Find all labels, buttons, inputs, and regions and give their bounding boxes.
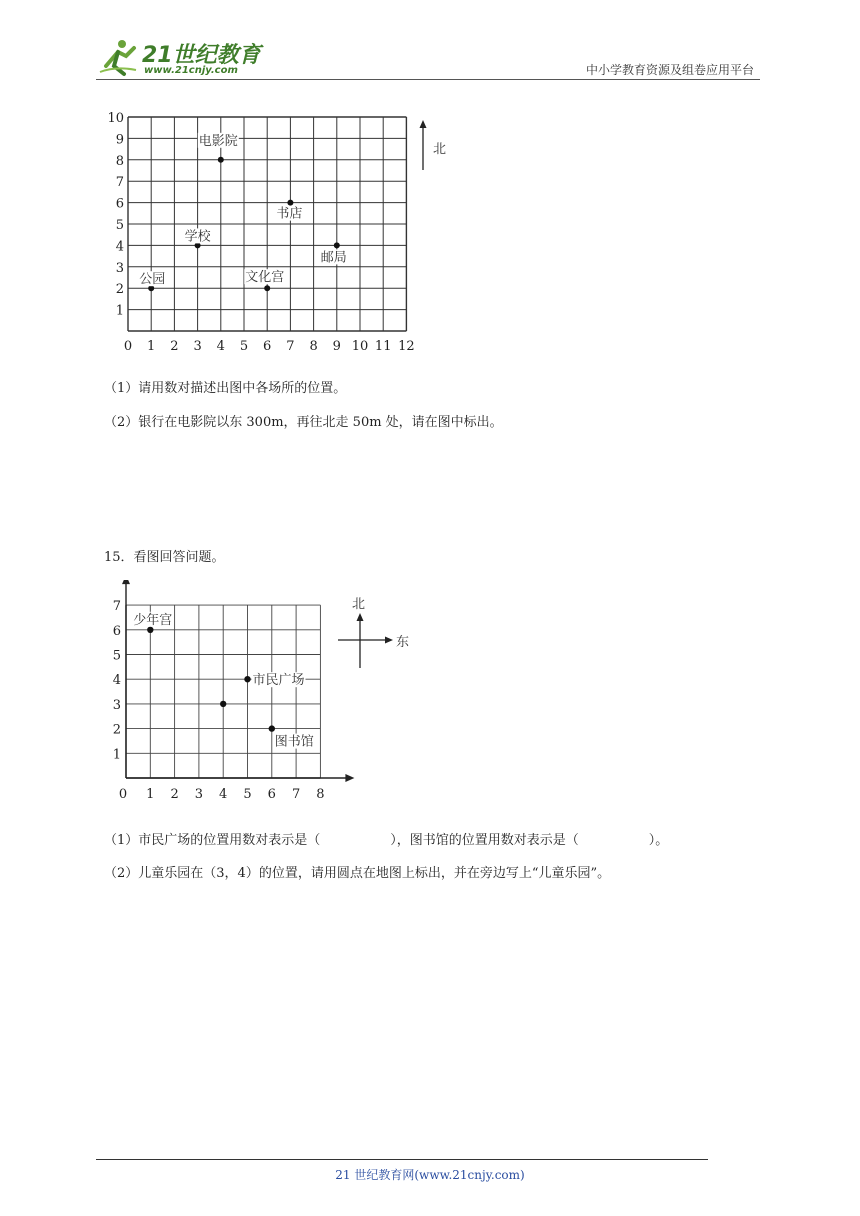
coordinate-grid-2 — [100, 580, 440, 810]
grid-2-x-arrow — [345, 774, 354, 782]
grid-1-y-tick-label: 8 — [115, 153, 124, 169]
grid-1-x-tick-label: 8 — [309, 339, 318, 354]
site-logo — [96, 36, 266, 78]
grid-2-x-tick-label: 3 — [194, 787, 204, 802]
grid-1-point — [264, 285, 270, 291]
grid-1-point — [218, 157, 224, 163]
grid-2-x-tick-label: 1 — [146, 787, 155, 802]
grid-1-point-label: 电影院 — [198, 133, 238, 149]
grid-2-point — [269, 725, 275, 731]
grid-2-x-tick-label: 8 — [316, 787, 325, 802]
grid-2-y-arrow — [122, 580, 130, 584]
grid-1-point-label: 公园 — [139, 272, 166, 288]
grid-2-y-tick-label: 6 — [112, 623, 121, 639]
grid-1-point — [334, 242, 340, 248]
grid-1-points — [138, 133, 348, 291]
footer-divider — [96, 1159, 708, 1160]
grid-2-x-tick-label: 7 — [291, 787, 301, 802]
grid-1-x-tick-label: 0 — [123, 339, 133, 354]
q14-part1: （1）请用数对描述出图中各场所的位置。 — [104, 381, 347, 396]
grid-1-x-tick-label: 12 — [398, 339, 415, 354]
grid-2-point — [220, 701, 226, 707]
north-arrow-1 — [420, 120, 447, 170]
grid-1-y-tick-label: 3 — [115, 260, 124, 276]
q15-part1-b: ），图书馆的位置用数对表示是（ — [390, 833, 579, 848]
grid-2-y-tick-label: 4 — [112, 673, 121, 689]
logo-text: 21世纪教育 — [142, 43, 261, 68]
grid-2-point-label: 市民广场 — [252, 673, 305, 689]
grid-1-point-label: 学校 — [184, 229, 211, 245]
grid-2-y-tick-label: 7 — [112, 599, 121, 615]
grid-1-x-tick-label: 1 — [147, 339, 156, 354]
grid-2-lines — [122, 580, 354, 782]
grid-1-x-tick-label: 5 — [239, 339, 249, 354]
q15-part1-a: （1）市民广场的位置用数对表示是（ — [104, 833, 321, 848]
q15-part1 — [104, 829, 668, 848]
grid-1-y-tick-label: 9 — [115, 132, 124, 148]
compass-icon — [338, 597, 409, 668]
grid-2-x-tick-label: 4 — [219, 787, 228, 802]
grid-1-x-tick-label: 10 — [351, 339, 369, 354]
grid-1-point-label: 书店 — [276, 206, 303, 222]
grid-2-point-label: 图书馆 — [274, 734, 314, 750]
grid-1-y-ticks — [107, 111, 124, 319]
grid-1-y-tick-label: 2 — [115, 282, 124, 298]
grid-2-y-tick-label: 5 — [112, 648, 121, 664]
grid-2-point — [244, 676, 250, 682]
footer-text: 21 世纪教育网(www.21cnjy.com) — [335, 1168, 525, 1182]
grid-1-y-tick-label: 5 — [115, 218, 124, 233]
header-platform-text: 中小学教育资源及组卷应用平台 — [585, 63, 754, 77]
grid-1-x-tick-label: 3 — [193, 339, 202, 354]
grid-1-x-tick-label: 9 — [332, 339, 341, 354]
north-label-2: 北 — [352, 597, 366, 612]
q15-part1-c: ）。 — [648, 833, 669, 848]
q14-part2: （2）银行在电影院以东 300m，再往北走 50m 处，请在图中标出。 — [104, 415, 503, 430]
grid-2-x-tick-label: 5 — [243, 787, 252, 802]
grid-2-x-tick-label: 6 — [267, 787, 276, 802]
grid-2-x-ticks — [119, 787, 325, 802]
grid-1-x-tick-label: 7 — [286, 339, 295, 354]
grid-1-point-label: 文化宫 — [245, 270, 285, 286]
grid-1-y-tick-label: 1 — [115, 303, 124, 319]
grid-2-y-ticks — [113, 599, 121, 762]
grid-1-x-tick-label: 2 — [170, 339, 179, 354]
grid-2-y-tick-label: 1 — [112, 747, 121, 763]
grid-1-y-tick-label: 6 — [115, 196, 124, 212]
east-label: 东 — [396, 635, 410, 650]
grid-2-x-tick-label: 0 — [118, 787, 128, 802]
coordinate-grid-1 — [100, 100, 460, 360]
grid-1-point-label: 邮局 — [320, 250, 347, 266]
grid-1-y-tick-label: 7 — [115, 175, 124, 191]
q15-part2: （2）儿童乐园在（3，4）的位置，请用圆点在地图上标出，并在旁边写上“儿童乐园”。 — [104, 866, 611, 881]
logo-url: www.21cnjy.com — [144, 65, 238, 76]
grid-1-lines — [128, 117, 406, 331]
grid-1-y-tick-label: 4 — [115, 239, 124, 255]
grid-2-point-label: 少年宫 — [133, 612, 173, 628]
grid-1-y-tick-label: 10 — [107, 111, 124, 126]
header-divider — [96, 79, 760, 80]
grid-1-x-ticks — [124, 339, 415, 354]
q15-title: 15．看图回答问题。 — [104, 550, 225, 565]
grid-2-x-tick-label: 2 — [170, 787, 179, 802]
grid-2-y-tick-label: 2 — [112, 722, 121, 738]
grid-2-y-tick-label: 3 — [112, 697, 121, 713]
grid-1-x-tick-label: 4 — [216, 339, 225, 354]
grid-1-x-tick-label: 11 — [374, 339, 392, 354]
grid-1-x-tick-label: 6 — [263, 339, 272, 354]
north-label-1: 北 — [433, 142, 447, 157]
grid-1-point — [287, 200, 293, 206]
